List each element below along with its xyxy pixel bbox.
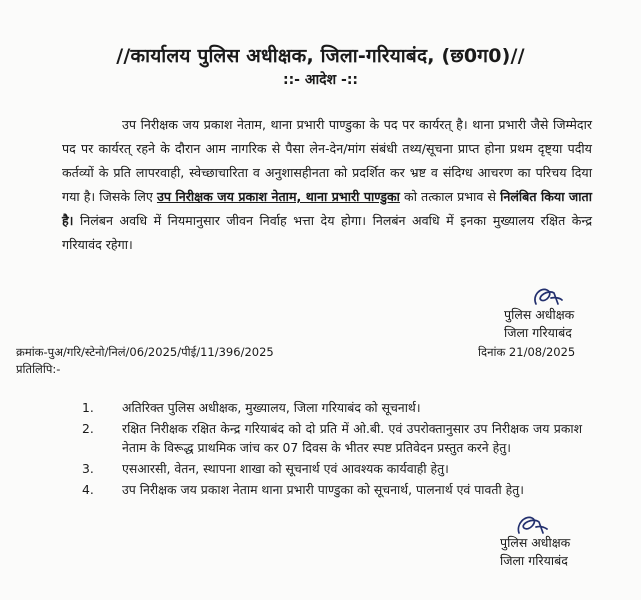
copy-list-item	[82, 398, 582, 417]
copy-item-number: 3.	[82, 461, 94, 476]
suspension-statement: निलंबित किया जाता है।	[62, 189, 592, 228]
copy-item-text: अतिरिक्त पुलिस अधीक्षक, मुख्यालय, जिला गरियाबंद को सूचनार्थ।	[122, 400, 421, 415]
body-part-1: उप निरीक्षक जय प्रकाश नेताम, थाना प्रभारी पाण्डुका के पद पर कार्यरत् है। थाना प्रभारी जैसे जिम्मेदार पद पर कार्यरत् रहने के दौरान आम नागरिक से पैसा लेन-देन/मांग संबंधी तथ्य/सूचना प्राप्त होना प्रथम दृष्ट्या पदीय कर्तव्यों के प्रति लापरवाही, स्वेच्छाचारिता व अनुशासहीनता को प्रदर्शित कर भ्रष्ट व संदिग्ध आचरण का परिचय दिया गया है। जिसके लिए	[62, 117, 592, 204]
named-officer: उप निरीक्षक जय प्रकाश नेताम, थाना प्रभारी पाण्डुका	[156, 189, 400, 204]
copy-item-text: रक्षित निरीक्षक रक्षित केन्द्र गरियाबंद को दो प्रति में ओ.बी. एवं उपरोक्तानुसार उप निरीक्षक जय प्रकाश नेताम के विरूद्ध प्राथमिक जांच कर 07 दिवस के भीतर स्पष्ट प्रतिवेदन प्रस्तुत करने हेतु।	[122, 421, 582, 455]
copy-list-item	[82, 419, 582, 457]
copy-item-text: उप निरीक्षक जय प्रकाश नेताम थाना प्रभारी पाण्डुका को सूचनार्थ, पालनार्थ एवं पावती हेतु।	[122, 482, 524, 497]
signature-block-bottom	[500, 534, 570, 570]
signatory-district: जिला गरियाबंद	[500, 553, 568, 568]
copy-item-number: 4.	[82, 482, 94, 497]
order-paragraph	[62, 113, 592, 257]
body-part-2: को तत्काल प्रभाव से	[404, 189, 497, 204]
office-heading: //कार्यालय पुलिस अधीक्षक, जिला-गरियाबंद, (छ0ग0)//	[116, 45, 525, 67]
signatory-designation: पुलिस अधीक्षक	[500, 535, 571, 550]
signatory-district: जिला गरियाबंद	[504, 325, 572, 340]
copy-item-number: 1.	[82, 400, 94, 415]
copy-list-item	[82, 459, 582, 478]
copy-list-item	[82, 480, 582, 499]
order-date: दिनांक 21/08/2025	[478, 345, 576, 359]
copy-list	[82, 398, 582, 501]
order-body	[62, 113, 592, 257]
signature-block-top	[504, 306, 574, 342]
order-label: ::- आदेश -::	[282, 72, 359, 88]
reference-number: क्रमांक-पुअ/गरि/स्टेनो/निलं/06/2025/पीई/11/396/2025	[16, 345, 274, 359]
copy-to-label: प्रतिलिपि:-	[16, 362, 61, 376]
body-part-3: निलंबन अवधि में नियमानुसार जीवन निर्वाह भत्ता देय होगा। निलबंन अवधि में इनका मुख्यालय रक्षित केन्द्र गरियावंद रहेगा।	[62, 213, 593, 252]
signatory-designation: पुलिस अधीक्षक	[504, 307, 575, 322]
copy-item-number: 2.	[82, 421, 94, 436]
copy-item-text: एसआरसी, वेतन, स्थापना शाखा को सूचनार्थ एवं आवश्यक कार्यवाही हेतु।	[122, 461, 449, 476]
